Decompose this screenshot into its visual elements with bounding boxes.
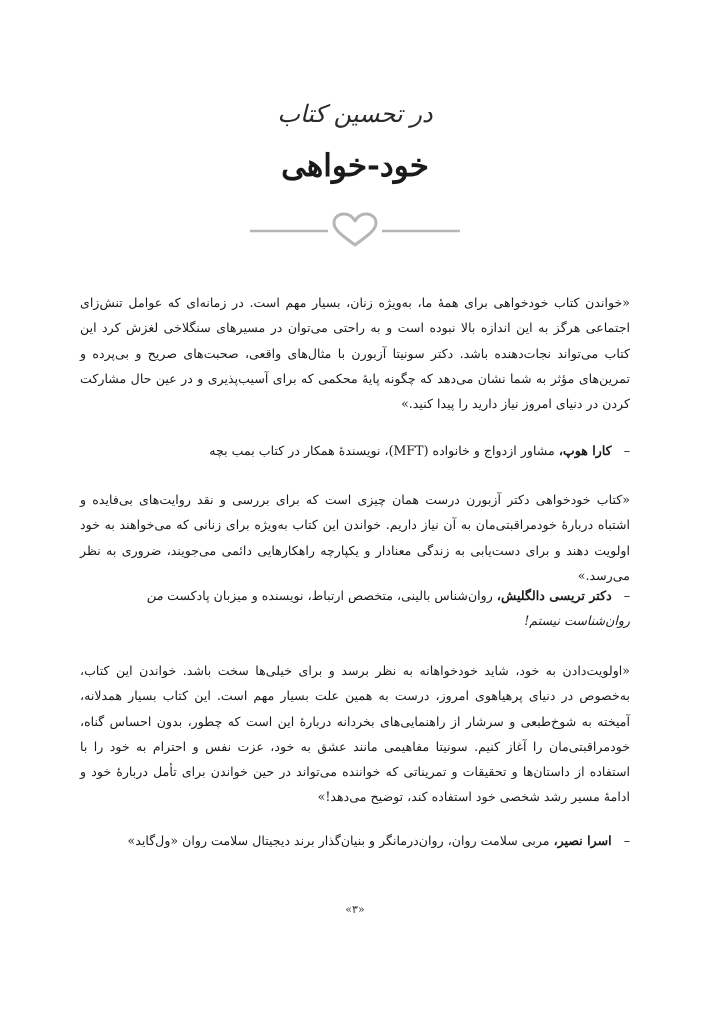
testimonial-quote: «کتاب خودخواهی دکتر آزبورن درست همان چیزی است که برای بررسی و نقد روایت‌های بی‌فایده و اشتباه دربارهٔ خودمراقبتی‌مان به آن نیاز داریم. خواندن این کتاب به‌ویژه برای زنانی که می‌خواهند به خود اولویت دهند و برای دست‌یابی به زندگی معنادار و یکپارچه راهکارهایی دائمی می‌جویند، ضروری به نظر می‌رسد.»	[80, 492, 630, 583]
attribution-role: مشاور ازدواج و خانواده (MFT)، نویسندهٔ همکار در کتاب بمب بچه	[209, 443, 555, 458]
testimonial-attribution	[110, 438, 630, 463]
attribution-podcast: من روان‌شناست نیستم!	[146, 588, 630, 628]
attribution-author: دکتر تریسی دالگلیش،	[496, 588, 612, 603]
page-subtitle: در تحسین کتاب	[277, 100, 433, 128]
testimonial-quote: «خواندن کتاب خودخواهی برای همهٔ ما، به‌ویژه زنان، بسیار مهم است. در زمانه‌ای که عوامل تنش‌زای اجتماعی هرگز به این اندازه بالا نبوده است و به راحتی می‌توان در مسیرهای سنگلاخی لغزش کرد این کتاب می‌تواند نجات‌دهنده باشد. دکتر سونیتا آزبورن با مثال‌های واقعی، صحبت‌های صریح و بی‌پرده و تمرین‌های مؤثر به شما نشان می‌دهد که چگونه پایهٔ محکمی که برای آسیب‌پذیری و در عین حال مشارکت کردن در دنیای امروز نیاز دارید را پیدا کنید.»	[80, 295, 630, 412]
page-number: «۳»	[345, 903, 365, 916]
attribution-role: مربی سلامت روان، روان‌درمانگر و بنیان‌گذار برند دیجیتال سلامت روان «ول‌گاید»	[127, 833, 550, 848]
attribution-dash: –	[623, 833, 630, 848]
attribution-role: روان‌شناس بالینی، متخصص ارتباط، نویسنده و میزبان پادکست	[167, 588, 493, 603]
attribution-dash: –	[623, 588, 630, 603]
testimonial-attribution	[110, 828, 630, 853]
testimonial-quote: «اولویت‌دادن به خود، شاید خودخواهانه به نظر برسد و برای خیلی‌ها سخت باشد. خواندن این کتاب، به‌خصوص در دنیای پرهیاهوی امروز، درست به همین علت بسیار مهم است. این کتاب بسیار همدلانه، آمیخته به شوخ‌طبعی و سرشار از راهنمایی‌های بخردانه دربارهٔ این است که چطور، بدون احساس گناه، خودمراقبتی‌مان را آغاز کنیم. سونیتا مفاهیمی مانند عشق به خود، عزت نفس و احترام به خود را با استفاده از داستان‌ها و تحقیقات و تمریناتی که خواننده می‌تواند در حین خواندن برای تأمل دربارهٔ خود و ادامهٔ مسیر رشد شخصی خود استفاده کند، توضیح می‌دهد!»	[80, 663, 630, 805]
attribution-author: کارا هوپ،	[558, 443, 612, 458]
attribution-dash: –	[623, 443, 630, 458]
attribution-author: اسرا نصیر،	[553, 833, 612, 848]
page-title: خود-خواهی	[281, 148, 429, 184]
heart-divider-icon	[250, 212, 460, 248]
testimonial-attribution	[110, 583, 630, 633]
